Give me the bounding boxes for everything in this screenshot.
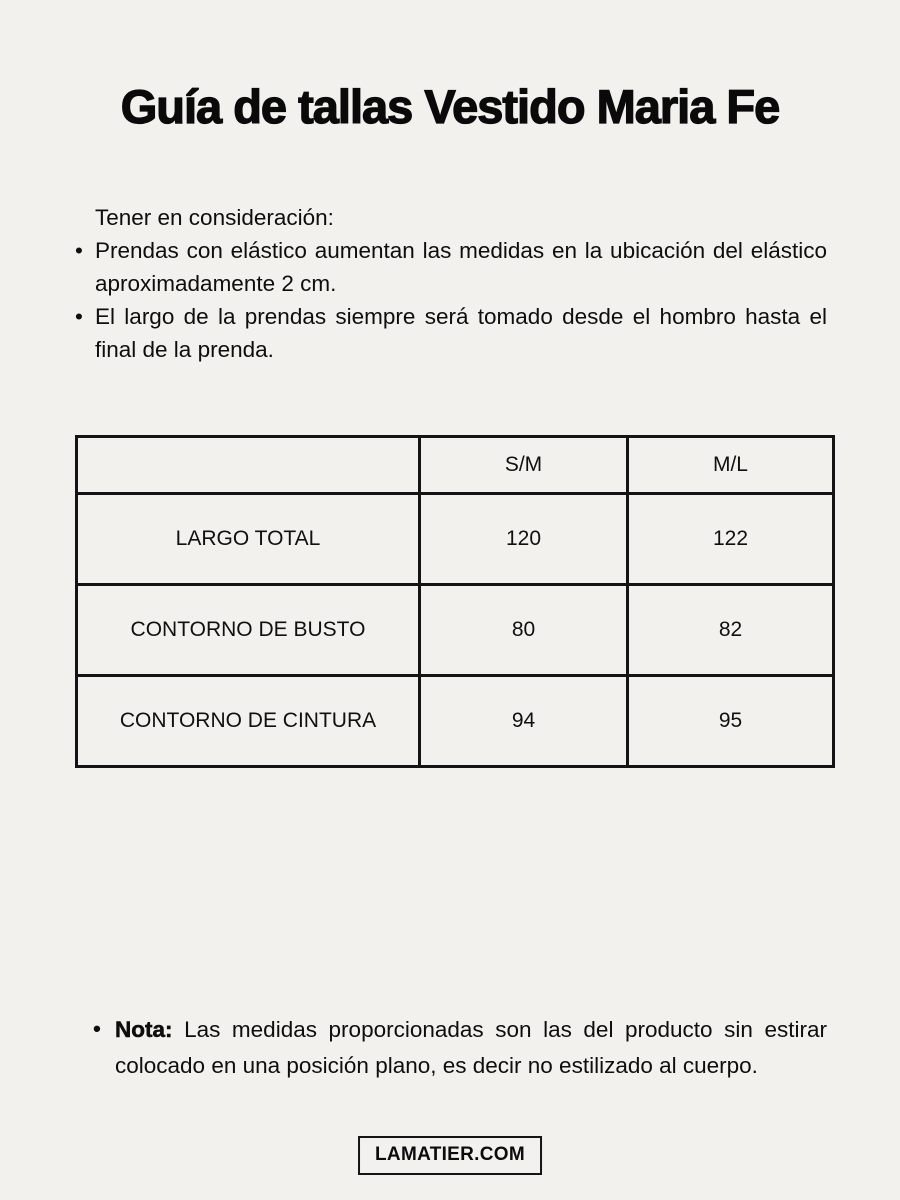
cell-value: 120 (420, 494, 628, 585)
cell-value: 122 (628, 494, 834, 585)
cell-value: 94 (420, 676, 628, 767)
list-item (75, 234, 827, 300)
cell-value: 82 (628, 585, 834, 676)
page-title: Guía de tallas Vestido Maria Fe (120, 80, 780, 134)
cell-value: 95 (628, 676, 834, 767)
bullet-text: El largo de la prendas siempre será tomado desde el hombro hasta el final de la prenda. (95, 304, 827, 362)
brand-footer: LAMATIER.COM (358, 1136, 542, 1175)
header-cell-sm: S/M (420, 437, 628, 494)
table-row (77, 585, 834, 676)
considerations-section (75, 201, 827, 366)
header-cell-ml: M/L (628, 437, 834, 494)
bullet-icon: • (93, 1016, 101, 1041)
bullet-icon: • (75, 304, 83, 329)
cell-value: 80 (420, 585, 628, 676)
size-table (75, 435, 835, 768)
note-text (115, 1012, 827, 1084)
note-section (93, 1012, 827, 1084)
table-row (77, 494, 834, 585)
note-label: Nota: (115, 1017, 173, 1042)
table-header-row (77, 437, 834, 494)
list-item (75, 300, 827, 366)
row-label: CONTORNO DE CINTURA (77, 676, 420, 767)
note-body: Las medidas proporcionadas son las del producto sin estirar colocado en una posición plano, es decir no estilizado al cuerpo. (115, 1017, 827, 1078)
row-label: CONTORNO DE BUSTO (77, 585, 420, 676)
bullet-text: Prendas con elástico aumentan las medidas en la ubicación del elástico aproximadamente 2 cm. (95, 238, 827, 296)
row-label: LARGO TOTAL (77, 494, 420, 585)
considerations-heading: Tener en consideración: (95, 205, 334, 230)
header-cell-empty (77, 437, 420, 494)
table-row (77, 676, 834, 767)
bullet-icon: • (75, 238, 83, 263)
